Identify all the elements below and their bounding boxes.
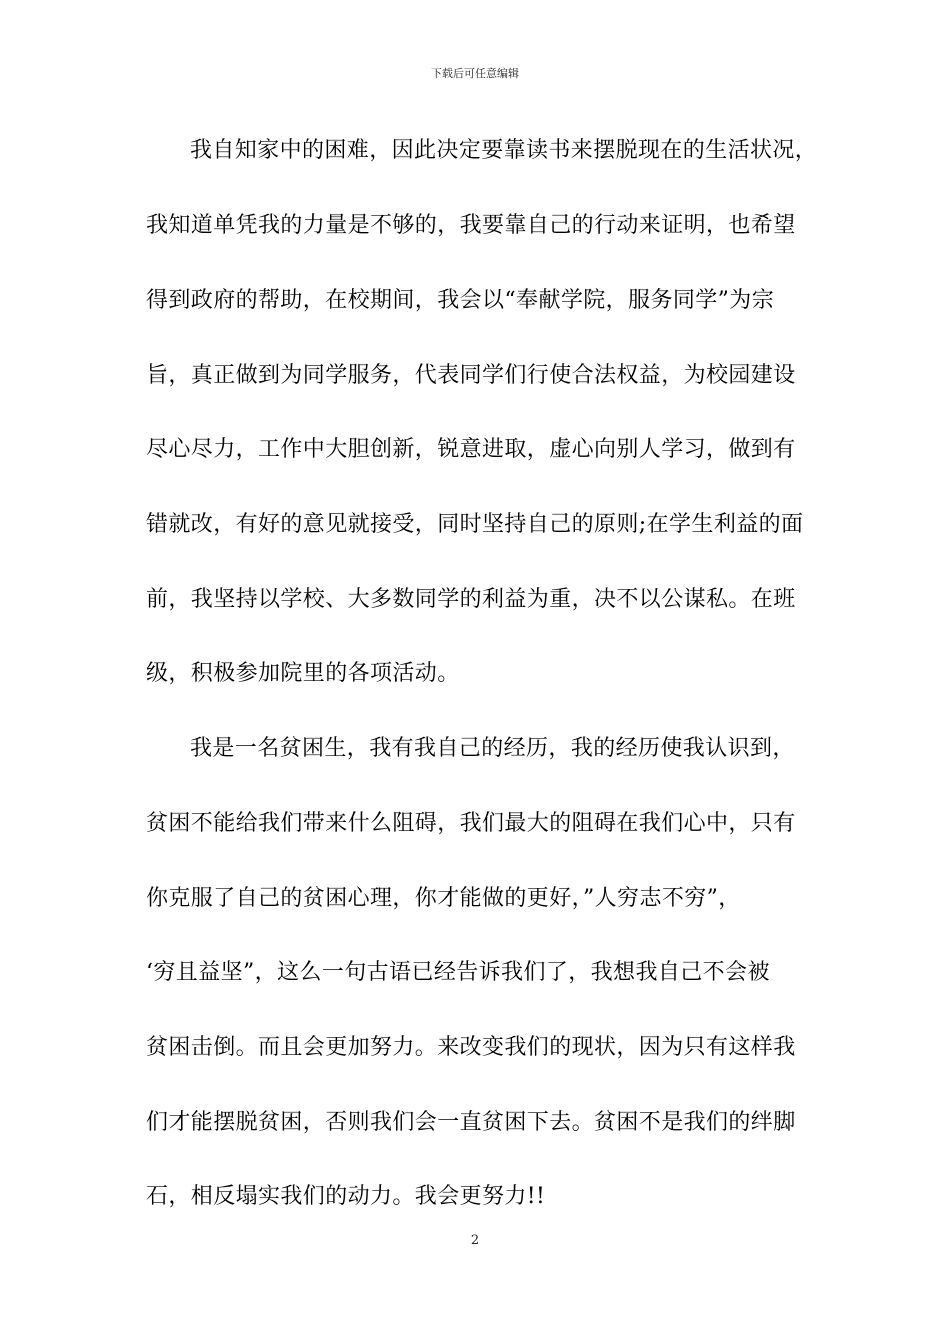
text-line: 旨，真正做到为同学服务，代表同学们行使合法权益，为校园建设 bbox=[146, 363, 796, 388]
page-number: 2 bbox=[470, 1233, 480, 1248]
text-line: 你克服了自己的贫困心理，你才能做的更好，”人穷志不穷”， bbox=[146, 886, 741, 911]
page-header: 下载后可任意编辑 bbox=[431, 67, 519, 80]
text-line: 贫困击倒。而且会更加努力。来改变我们的现状，因为只有这样我 bbox=[146, 1035, 796, 1060]
text-line: 们才能摆脱贫困，否则我们会一直贫困下去。贫困不是我们的绊脚 bbox=[146, 1110, 796, 1135]
text-line: 尽心尽力，工作中大胆创新，锐意进取，虚心向别人学习，做到有 bbox=[146, 437, 796, 462]
text-line: 得到政府的帮助，在校期间，我会以“奉献学院，服务同学”为宗 bbox=[146, 288, 775, 313]
text-line: ‘穷且益坚”，这么一句古语已经告诉我们了，我想我自己不会被 bbox=[146, 960, 770, 985]
text-line: 前，我坚持以学校、大多数同学的利益为重，决不以公谋私。在班 bbox=[146, 587, 796, 612]
text-line: 错就改，有好的意见就接受，同时坚持自己的原则;在学生利益的面 bbox=[146, 512, 804, 537]
text-line: 我自知家中的困难，因此决定要靠读书来摆脱现在的生活状况， bbox=[190, 138, 818, 163]
text-line: 石，相反塌实我们的动力。我会更努力!! bbox=[146, 1184, 546, 1209]
text-line: 级，积极参加院里的各项活动。 bbox=[146, 661, 460, 686]
text-line: 我是一名贫困生，我有我自己的经历，我的经历使我认识到， bbox=[190, 736, 795, 761]
text-line: 贫困不能给我们带来什么阻碍，我们最大的阻碍在我们心中，只有 bbox=[146, 811, 796, 836]
text-line: 我知道单凭我的力量是不够的，我要靠自己的行动来证明，也希望 bbox=[146, 213, 796, 238]
